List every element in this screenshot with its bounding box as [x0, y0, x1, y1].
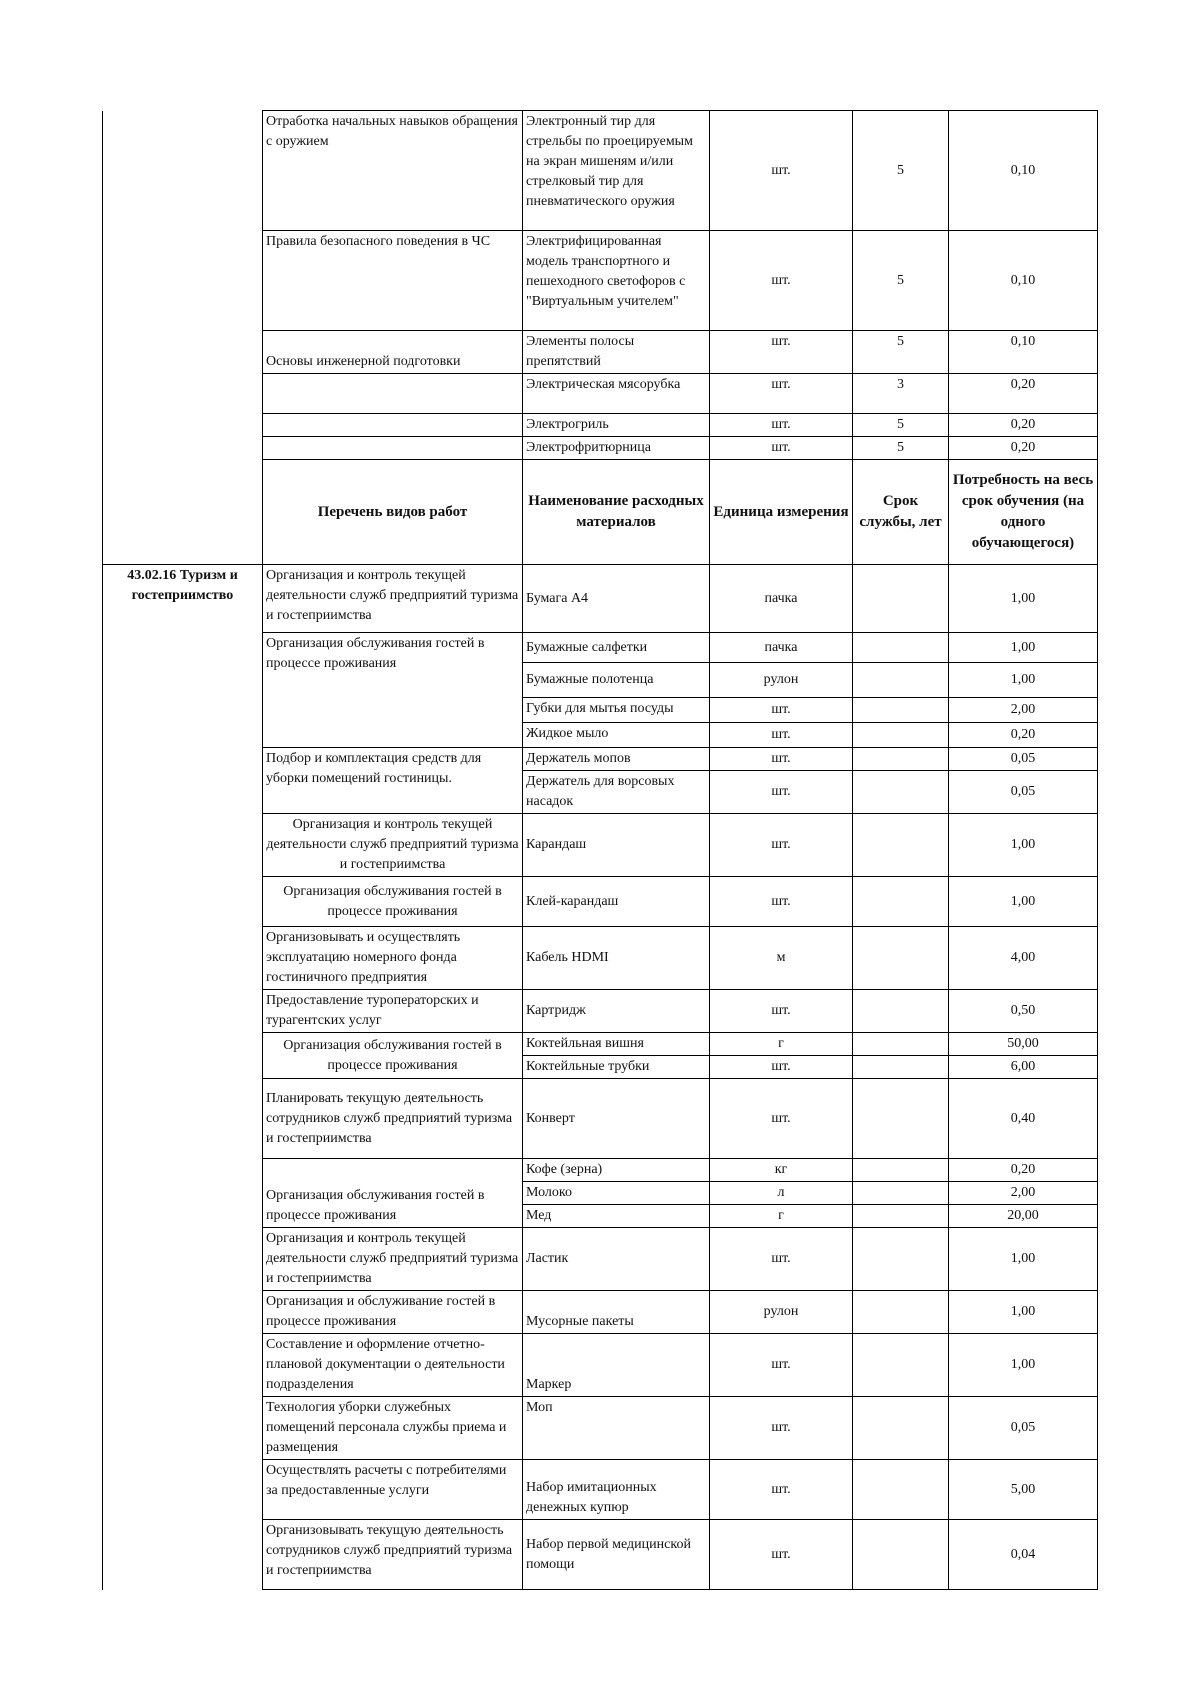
work-cell: Организация обслуживания гостей в процессе проживания: [263, 1033, 523, 1079]
item-cell: Коктейльные трубки: [523, 1056, 710, 1079]
unit-cell: г: [710, 1205, 853, 1228]
need-cell: 1,00: [949, 1291, 1098, 1334]
header-unit: Единица измерения: [710, 460, 853, 565]
work-cell: Правила безопасного поведения в ЧС: [263, 231, 523, 331]
need-cell: 0,20: [949, 414, 1098, 437]
work-cell: Организация обслуживания гостей в процессе проживания: [263, 877, 523, 927]
life-cell: [853, 698, 949, 723]
item-cell: Электрическая мясорубка: [523, 374, 710, 414]
unit-cell: пачка: [710, 633, 853, 663]
work-cell: Отработка начальных навыков обращения с оружием: [263, 111, 523, 231]
item-cell: Электрогриль: [523, 414, 710, 437]
unit-cell: пачка: [710, 565, 853, 633]
item-cell: Кофе (зерна): [523, 1159, 710, 1182]
life-cell: [853, 1056, 949, 1079]
life-cell: [853, 1520, 949, 1590]
life-cell: [853, 723, 949, 748]
need-cell: 0,20: [949, 437, 1098, 460]
life-cell: [853, 814, 949, 877]
work-cell: Организовывать и осуществлять эксплуатацию номерного фонда гостиничного предприятия: [263, 927, 523, 990]
item-cell: Электронный тир для стрельбы по проецируемым на экран мишеням и/или стрелковый тир для пневматического оружия: [523, 111, 710, 231]
unit-cell: шт.: [710, 723, 853, 748]
need-cell: 0,50: [949, 990, 1098, 1033]
need-cell: 0,05: [949, 748, 1098, 771]
item-cell: Бумага А4: [523, 565, 710, 633]
item-cell: Бумажные салфетки: [523, 633, 710, 663]
life-cell: [853, 1205, 949, 1228]
need-cell: 1,00: [949, 877, 1098, 927]
header-works: Перечень видов работ: [263, 460, 523, 565]
need-cell: 20,00: [949, 1205, 1098, 1228]
life-cell: 3: [853, 374, 949, 414]
need-cell: 1,00: [949, 1228, 1098, 1291]
work-cell: Технология уборки служебных помещений персонала службы приема и размещения: [263, 1397, 523, 1460]
item-cell: Жидкое мыло: [523, 723, 710, 748]
item-cell: Электрофритюрница: [523, 437, 710, 460]
need-cell: 50,00: [949, 1033, 1098, 1056]
unit-cell: шт.: [710, 1520, 853, 1590]
work-cell: Организовывать текущую деятельность сотрудников служб предприятий туризма и гостеприимства: [263, 1520, 523, 1590]
need-cell: 2,00: [949, 1182, 1098, 1205]
unit-cell: м: [710, 927, 853, 990]
need-cell: 6,00: [949, 1056, 1098, 1079]
unit-cell: шт.: [710, 1397, 853, 1460]
need-cell: 0,40: [949, 1079, 1098, 1159]
need-cell: 5,00: [949, 1460, 1098, 1520]
life-cell: [853, 1228, 949, 1291]
life-cell: [853, 1182, 949, 1205]
need-cell: 4,00: [949, 927, 1098, 990]
header-life: Срок службы, лет: [853, 460, 949, 565]
unit-cell: шт.: [710, 414, 853, 437]
unit-cell: шт.: [710, 1079, 853, 1159]
specialty-code: 43.02.16 Туризм и гостеприимство: [103, 565, 263, 1590]
need-cell: 0,04: [949, 1520, 1098, 1590]
need-cell: 0,10: [949, 331, 1098, 374]
work-cell-empty: [263, 374, 523, 414]
need-cell: 1,00: [949, 1334, 1098, 1397]
unit-cell: шт.: [710, 748, 853, 771]
unit-cell: рулон: [710, 663, 853, 698]
unit-cell: л: [710, 1182, 853, 1205]
item-cell: Набор имитационных денежных купюр: [523, 1460, 710, 1520]
item-cell: Кабель HDMI: [523, 927, 710, 990]
life-cell: 5: [853, 437, 949, 460]
unit-cell: шт.: [710, 111, 853, 231]
unit-cell: шт.: [710, 1056, 853, 1079]
need-cell: 0,05: [949, 1397, 1098, 1460]
item-cell: Моп: [523, 1397, 710, 1460]
life-cell: [853, 1397, 949, 1460]
life-cell: [853, 633, 949, 663]
unit-cell: шт.: [710, 814, 853, 877]
need-cell: 1,00: [949, 814, 1098, 877]
life-cell: [853, 565, 949, 633]
unit-cell: шт.: [710, 1334, 853, 1397]
item-cell: Конверт: [523, 1079, 710, 1159]
work-cell: Осуществлять расчеты с потребителями за предоставленные услуги: [263, 1460, 523, 1520]
need-cell: 1,00: [949, 663, 1098, 698]
work-cell: Составление и оформление отчетно-плановой документации о деятельности подразделения: [263, 1334, 523, 1397]
need-cell: 1,00: [949, 565, 1098, 633]
need-cell: 0,20: [949, 374, 1098, 414]
need-cell: 1,00: [949, 633, 1098, 663]
unit-cell: шт.: [710, 437, 853, 460]
life-cell: [853, 927, 949, 990]
life-cell: [853, 1159, 949, 1182]
life-cell: 5: [853, 331, 949, 374]
unit-cell: шт.: [710, 374, 853, 414]
unit-cell: шт.: [710, 231, 853, 331]
item-cell: Мусорные пакеты: [523, 1291, 710, 1334]
unit-cell: г: [710, 1033, 853, 1056]
work-cell: Основы инженерной подготовки: [263, 331, 523, 374]
item-cell: Молоко: [523, 1182, 710, 1205]
item-cell: Карандаш: [523, 814, 710, 877]
need-cell: 0,20: [949, 723, 1098, 748]
work-cell: Подбор и комплектация средств для уборки помещений гостиницы.: [263, 748, 523, 814]
item-cell: Держатель для ворсовых насадок: [523, 771, 710, 814]
work-cell: Организация и контроль текущей деятельности служб предприятий туризма и гостеприимства: [263, 565, 523, 633]
need-cell: 0,20: [949, 1159, 1098, 1182]
work-cell: Планировать текущую деятельность сотрудников служб предприятий туризма и гостеприимства: [263, 1079, 523, 1159]
item-cell: Держатель мопов: [523, 748, 710, 771]
item-cell: Бумажные полотенца: [523, 663, 710, 698]
life-cell: [853, 1291, 949, 1334]
item-cell: Картридж: [523, 990, 710, 1033]
unit-cell: шт.: [710, 331, 853, 374]
life-cell: [853, 1079, 949, 1159]
unit-cell: шт.: [710, 698, 853, 723]
life-cell: 5: [853, 231, 949, 331]
unit-cell: шт.: [710, 990, 853, 1033]
work-cell: Организация и контроль текущей деятельности служб предприятий туризма и гостеприимства: [263, 814, 523, 877]
unit-cell: шт.: [710, 1228, 853, 1291]
item-cell: Мед: [523, 1205, 710, 1228]
work-cell: Предоставление туроператорских и турагентских услуг: [263, 990, 523, 1033]
header-need: Потребность на весь срок обучения (на одного обучающегося): [949, 460, 1098, 565]
need-cell: 0,10: [949, 231, 1098, 331]
item-cell: Ластик: [523, 1228, 710, 1291]
work-cell-empty: [263, 414, 523, 437]
work-cell: Организация и обслуживание гостей в процессе проживания: [263, 1291, 523, 1334]
item-cell: Набор первой медицинской помощи: [523, 1520, 710, 1590]
work-cell-empty: [263, 437, 523, 460]
work-cell: Организация обслуживания гостей в процессе проживания: [263, 633, 523, 748]
materials-table: [102, 110, 1098, 1590]
work-cell: Организация обслуживания гостей в процессе проживания: [263, 1159, 523, 1228]
table-row: [103, 111, 1098, 231]
work-cell: Организация и контроль текущей деятельности служб предприятий туризма и гостеприимства: [263, 1228, 523, 1291]
life-cell: [853, 1033, 949, 1056]
unit-cell: рулон: [710, 1291, 853, 1334]
unit-cell: кг: [710, 1159, 853, 1182]
life-cell: [853, 990, 949, 1033]
need-cell: 2,00: [949, 698, 1098, 723]
item-cell: Клей-карандаш: [523, 877, 710, 927]
life-cell: 5: [853, 111, 949, 231]
life-cell: [853, 877, 949, 927]
life-cell: [853, 1334, 949, 1397]
need-cell: 0,05: [949, 771, 1098, 814]
code-cell-empty: [103, 111, 263, 565]
item-cell: Губки для мытья посуды: [523, 698, 710, 723]
unit-cell: шт.: [710, 1460, 853, 1520]
item-cell: Электрифицированная модель транспортного и пешеходного светофоров с "Виртуальным учителем": [523, 231, 710, 331]
life-cell: 5: [853, 414, 949, 437]
document-page: [102, 110, 1097, 1590]
life-cell: [853, 771, 949, 814]
life-cell: [853, 1460, 949, 1520]
life-cell: [853, 748, 949, 771]
item-cell: Маркер: [523, 1334, 710, 1397]
header-materials: Наименование расходных материалов: [523, 460, 710, 565]
need-cell: 0,10: [949, 111, 1098, 231]
item-cell: Элементы полосы препятствий: [523, 331, 710, 374]
table-row: [103, 565, 1098, 633]
unit-cell: шт.: [710, 877, 853, 927]
item-cell: Коктейльная вишня: [523, 1033, 710, 1056]
life-cell: [853, 663, 949, 698]
unit-cell: шт.: [710, 771, 853, 814]
